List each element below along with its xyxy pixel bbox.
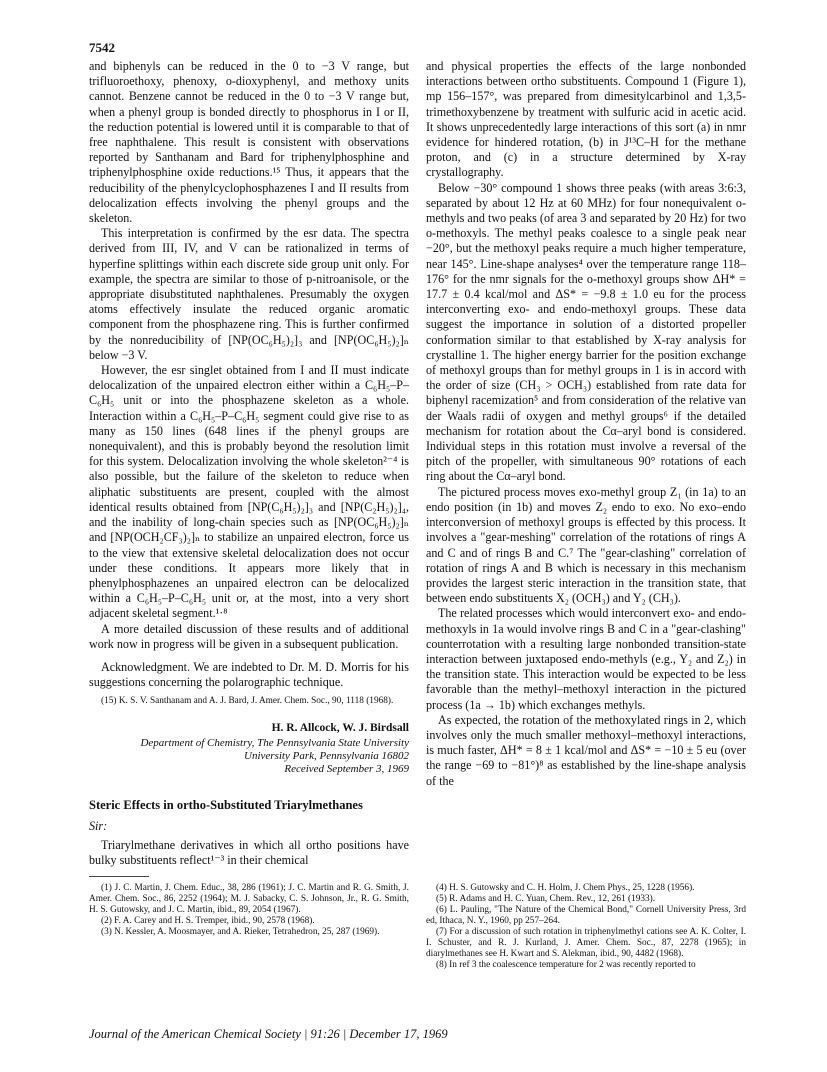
- body-paragraph: Triarylmethane derivatives in which all ortho positions have bulky substituents reflect¹⁻³ in their chemical: [89, 837, 409, 868]
- authors: H. R. Allcock, W. J. Birdsall: [271, 722, 409, 735]
- page-number: 7542: [89, 40, 115, 55]
- body-paragraph: This interpretation is confirmed by the esr data. The spectra derived from III, IV, and V can be rationalized in terms of hyperfine splittings within each discrete side group unit only. For example, the spectra are similar to those of p-nitroanisole, or the appropriate disubstituted naphthalenes. Presumably the oxygen atoms effectively insulate the reduced organic aromatic component from the phosphazene ring. This is further confirmed by the nonreducibility of [NP(OC₆H₅)₂]₃ and [NP(OC₆H₅)₂]ₙ below −3 V.: [89, 226, 409, 362]
- footnote: (5) R. Adams and H. C. Yuan, Chem. Rev., 12, 261 (1933).: [436, 894, 656, 904]
- body-paragraph: A more detailed discussion of these results and of additional work now in progress will be given in a subsequent publication.: [89, 621, 409, 651]
- body-paragraph: As expected, the rotation of the methoxylated rings in 2, which involves only the much smaller methoxyl–methoxyl interactions, is much faster, ΔH* = 8 ± 1 kcal/mol and ΔS* = −10 ± 5 eu (over the range −69 to −81°)⁸ as established by the line-shape analysis of the: [426, 712, 746, 788]
- footnote: (7) For a discussion of such rotation in triphenylmethyl cations see A. K. Colter, I. I. Schuster, and R. J. Kurland, J. Amer. Chem. Soc., 87, 2278 (1965); in diarylmethanes see H. Kwart and S. Alekman, ibid., 90, 4482 (1968).: [426, 927, 746, 959]
- right-footnotes: [426, 883, 746, 971]
- acknowledgment: Acknowledgment. We are indebted to Dr. M. D. Morris for his suggestions concerning the polarographic technique.: [89, 659, 409, 690]
- footnote: (2) F. A. Carey and H. S. Tremper, ibid., 90, 2578 (1968).: [101, 916, 315, 927]
- body-paragraph: The related processes which would interconvert exo- and endo-methoxyls in 1a would involve rings B and C in a "gear-clashing" counterrotation with a resulting large nonbonded transition-state interaction between juxtaposed endo-methyls (e.g., Y₂ and Z₂) in the transition state. This interaction would be expected to be less favorable than the methyl–methoxyl interaction in the pictured process (1a → 1b) which exchanges methyls.: [426, 606, 746, 712]
- article-title: Steric Effects in ortho-Substituted Triarylmethanes: [89, 797, 363, 812]
- footnote: (3) N. Kessler, A. Moosmayer, and A. Rieker, Tetrahedron, 25, 287 (1969).: [101, 927, 380, 938]
- journal-footer: Journal of the American Chemical Society | 91:26 | December 17, 1969: [89, 1027, 448, 1041]
- salutation: Sir:: [89, 818, 108, 833]
- body-paragraph: However, the esr singlet obtained from I and II must indicate delocalization of the unpaired electron either within a C₆H₅–P–C₆H₅ unit or into the phosphazene skeleton as a whole. Interaction within a C₆H₅–P–C₆H₅ segment could give rise to as many as 150 lines (648 lines if the phenyl groups are nonequivalent), and this is probably beyond the resolution limit for this system. Delocalization involving the whole skeleton²⁻⁴ is also possible, but the failure of the skeleton to reduce when aliphatic substituents are present, coupled with the almost identical results obtained from [NP(C₆H₅)₂]₃ and [NP(C₂H₅)₂]₄, and the inability of long-chain species such as [NP(OC₆H₅)₂]ₙ and [NP(OCH₂CF₃)₂]ₙ to stabilize an unpaired electron, force us to the view that extensive skeletal delocalization does not occur under these conditions. It appears more likely that in phenylphosphazenes an unpaired electron can be delocalized within a C₆H₅–P–C₆H₅ unit or, at the most, into a very short adjacent skeletal segment.¹·⁸: [89, 363, 409, 621]
- footnote: (8) In ref 3 the coalescence temperature for 2 was recently reported to: [436, 960, 696, 970]
- affiliation: Department of Chemistry, The Pennsylvania State University: [140, 736, 409, 749]
- footnote-rule: [89, 876, 149, 877]
- footnote: (15) K. S. V. Santhanam and A. J. Bard, J. Amer. Chem. Soc., 90, 1118 (1968).: [101, 696, 394, 707]
- body-paragraph: Below −30° compound 1 shows three peaks (with areas 3:6:3, separated by about 12 Hz at 60 MHz) for four nonequivalent o-methyls and two peaks (of area 3 and separated by 20 Hz) for two o-methoxyls. The methyl peaks coalesce to a single peak near −20°, but the methoxyl peaks require a much higher temperature, near 145°. Line-shape analyses⁴ over the temperature range 118–176° for the nmr signals for the o-methoxyl groups show ΔH* = 17.7 ± 0.4 kcal/mol and ΔS* = −9.8 ± 1.0 eu for the process interconverting exo- and endo-methoxyl groups. These data suggest the importance in solution of a distorted propeller conformation similar to that established by X-ray analysis for crystalline 1. The higher energy barrier for the position exchange of methoxyl groups than for methyl groups in 1 is in accord with the order of size (CH₃ > OCH₃) established from rate data for biphenyl racemization⁵ and from consideration of the relative van der Waals radii of oxygen and methyl groups⁶ if the detailed mechanism for rotation about the Cα–aryl bond is considered. Individual steps in this rotation must involve a reversal of the pitch of the propeller, with simultaneous 90° rotations of each ring about the Cα–aryl bond.: [426, 180, 746, 484]
- footnote: (1) J. C. Martin, J. Chem. Educ., 38, 286 (1961); J. C. Martin and R. G. Smith, J. Amer. Chem. Soc., 86, 2252 (1964); M. J. Sabacky, C. S. Johnson, Jr., R. G. Smith, H. S. Gutowsky, and J. C. Martin, ibid., 89, 2054 (1967).: [89, 883, 409, 916]
- body-paragraph: and biphenyls can be reduced in the 0 to −3 V range, but trifluoroethoxy, phenoxy, o-dioxyphenyl, and methoxy units cannot. Benzene cannot be reduced in the 0 to −3 V range but, when a phenyl group is bonded directly to phosphorus in I or II, the reduction potential is lowered until it is comparable to that of free naphthalene. This result is consistent with observations reported by Santhanam and Bard for triphenylphosphine and triphenylphosphine oxide reductions.¹⁵ Thus, it appears that the reducibility of the phenylcyclophosphazenes I and II results from delocalization effects involving the phenyl groups and the skeleton.: [89, 59, 409, 226]
- received-date: Received September 3, 1969: [284, 762, 409, 775]
- affiliation: University Park, Pennsylvania 16802: [244, 749, 409, 762]
- body-paragraph: The pictured process moves exo-methyl group Z₁ (in 1a) to an endo position (in 1b) and moves Z₂ endo to exo. No exo–endo interconversion of methoxyl groups is effected by this process. It involves a "gear-meshing" correlation of the rotations of rings A and C and of rings B and C.⁷ The "gear-clashing" correlation of rotation of rings A and B which is necessary in this mechanism provides the largest steric interaction in the transition state, that between endo substituents X₂ (OCH₃) and Y₂ (CH₃).: [426, 484, 746, 606]
- footnote: (4) H. S. Gutowsky and C. H. Holm, J. Chem Phys., 25, 1228 (1956).: [436, 883, 695, 893]
- footnote: (6) L. Pauling, "The Nature of the Chemical Bond," Cornell University Press, 3rd ed, Ithaca, N. Y., 1960, pp 257–264.: [426, 905, 746, 926]
- body-paragraph: and physical properties the effects of the large nonbonded interactions between ortho substituents. Compound 1 (Figure 1), mp 156–157°, was prepared from dimesitylcarbinol and 1,3,5-trimethoxybenzene by treatment with sulfuric acid in acetic acid. It shows unprecedentedly large interactions of this sort (a) in nmr evidence for hindered rotation, (b) in J¹³C–H for the methane proton, and (c) in a structure determined by X-ray crystallography.: [426, 59, 746, 180]
- right-column: [426, 59, 746, 789]
- left-column: [89, 59, 409, 938]
